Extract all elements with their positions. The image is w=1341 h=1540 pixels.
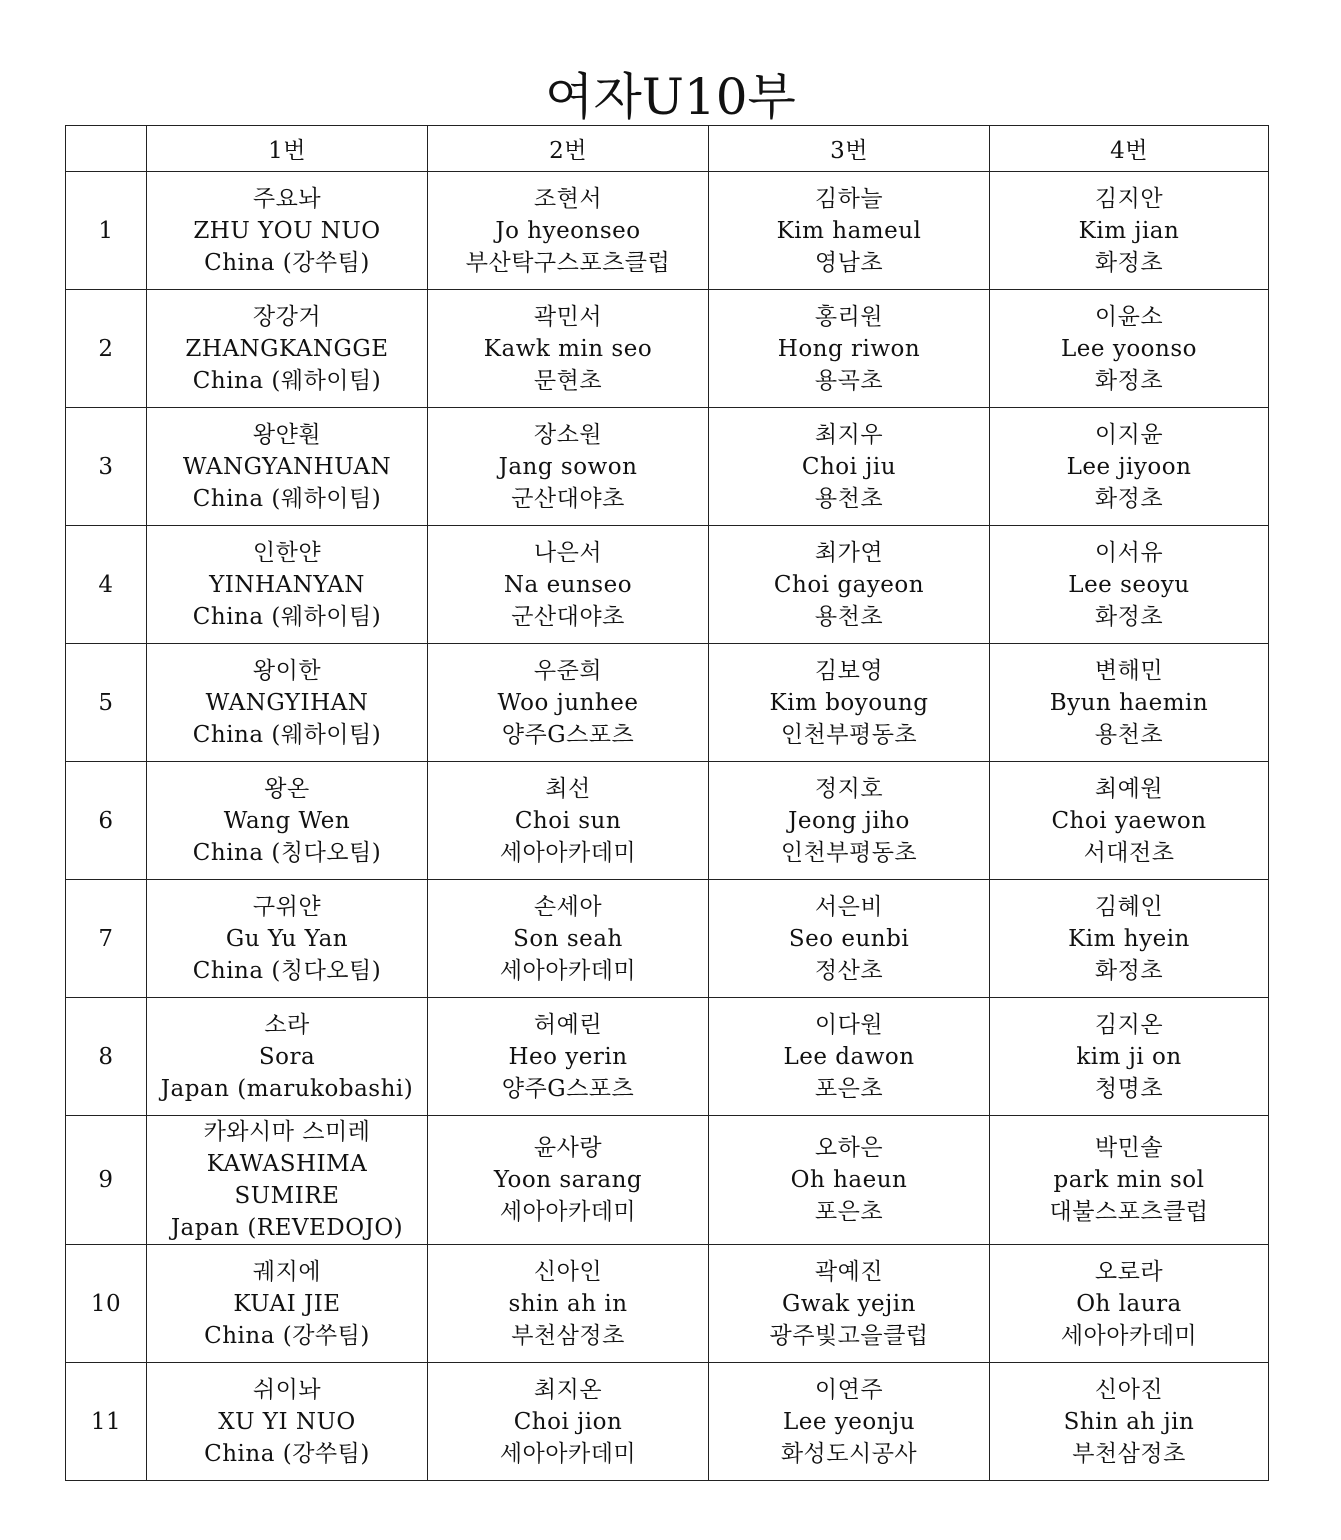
player-name-english: Na eunseo (503, 571, 633, 598)
player-cell (147, 290, 428, 408)
player-cell (147, 1116, 428, 1245)
player-name-english: KAWASHIMA (206, 1151, 368, 1177)
player-team: 용천초 (1094, 721, 1164, 748)
player-name-korean: 나은서 (533, 539, 603, 566)
player-cell (428, 1245, 709, 1363)
player-cell (428, 172, 709, 290)
player-cell (147, 998, 428, 1116)
seed-number: 1 (66, 172, 147, 290)
player-cell (709, 644, 990, 762)
player-team: 화성도시공사 (780, 1440, 918, 1467)
player-team: 화정초 (1094, 249, 1164, 276)
player-cell (709, 880, 990, 998)
seed-number: 3 (66, 408, 147, 526)
seed-number: 5 (66, 644, 147, 762)
player-team: China (강쑤팀) (204, 249, 370, 276)
player-team: 용천초 (814, 485, 884, 512)
player-name-korean: 왕이한 (252, 657, 322, 684)
player-name-korean: 최지우 (814, 421, 884, 448)
player-team: 대불스포츠클럽 (1049, 1199, 1209, 1225)
player-cell (709, 762, 990, 880)
player-name-english: KUAI JIE (233, 1290, 341, 1317)
player-name-korean: 신아인 (533, 1258, 603, 1285)
player-name-english: WANGYANHUAN (182, 453, 392, 480)
player-name-english: ZHANGKANGGE (185, 335, 389, 362)
player-name-korean: 왕온 (264, 775, 310, 802)
player-cell (709, 998, 990, 1116)
player-name-korean: 김지안 (1094, 185, 1164, 212)
player-name-english: park min sol (1053, 1167, 1205, 1193)
player-name-korean: 김지온 (1094, 1011, 1164, 1038)
player-name-english: Jeong jiho (788, 807, 910, 834)
player-name-korean: 신아진 (1094, 1376, 1164, 1403)
player-name-korean: 이다원 (814, 1011, 884, 1038)
player-name-korean: 곽민서 (533, 303, 603, 330)
player-team: 용천초 (814, 603, 884, 630)
player-team: China (웨하이팀) (192, 721, 382, 748)
draw-table (65, 125, 1269, 1481)
player-name-korean: 최가연 (814, 539, 884, 566)
player-cell (147, 644, 428, 762)
player-name-korean: 장강거 (252, 303, 322, 330)
player-team: China (웨하이팀) (192, 367, 382, 394)
player-name-korean: 쉬이놔 (252, 1376, 322, 1403)
seed-number: 8 (66, 998, 147, 1116)
header-slot-1: 1번 (147, 126, 428, 172)
player-name-english: Jang sowon (498, 453, 638, 480)
player-team: 부산탁구스포츠클럽 (465, 249, 671, 276)
player-team: 인천부평동초 (780, 721, 918, 748)
player-cell (990, 644, 1269, 762)
player-name-korean: 오하은 (814, 1135, 884, 1161)
player-name-english: Lee yoonso (1061, 335, 1197, 362)
player-cell (147, 880, 428, 998)
player-cell (990, 290, 1269, 408)
player-name-english: Gu Yu Yan (225, 925, 349, 952)
player-cell (428, 1363, 709, 1481)
player-name-english: Lee jiyoon (1066, 453, 1192, 480)
player-name-korean: 궤지에 (252, 1258, 322, 1285)
player-name-english: Kim boyoung (769, 689, 929, 716)
player-team: 문현초 (533, 367, 603, 394)
player-name-english: Seo eunbi (788, 925, 910, 952)
player-cell (147, 1245, 428, 1363)
player-name-english: Sora (258, 1043, 316, 1070)
player-name-english: WANGYIHAN (205, 689, 369, 716)
player-name-korean: 오로라 (1094, 1258, 1164, 1285)
table-row (66, 526, 1269, 644)
player-team: China (웨하이팀) (192, 485, 382, 512)
player-team: 세아아카데미 (499, 839, 637, 866)
player-name-korean: 주요놔 (252, 185, 322, 212)
player-cell (428, 408, 709, 526)
player-name-english: Yoon sarang (493, 1167, 643, 1193)
player-name-english: Choi yaewon (1051, 807, 1207, 834)
player-name-korean: 서은비 (814, 893, 884, 920)
player-team: 화정초 (1094, 485, 1164, 512)
seed-number: 2 (66, 290, 147, 408)
player-name-korean: 윤사랑 (533, 1135, 603, 1161)
player-team: 정산초 (814, 957, 884, 984)
player-name-korean: 박민솔 (1094, 1135, 1164, 1161)
player-name-english: Byun haemin (1049, 689, 1209, 716)
player-team: 세아아카데미 (1060, 1322, 1198, 1349)
seed-number: 4 (66, 526, 147, 644)
player-name-korean: 이연주 (814, 1376, 884, 1403)
player-cell (428, 998, 709, 1116)
player-team: 양주G스포츠 (501, 721, 635, 748)
player-team: 부천삼정초 (1072, 1440, 1186, 1467)
player-name-korean: 왕얀훤 (252, 421, 322, 448)
player-name-korean: 김하늘 (814, 185, 884, 212)
player-name-english: Wang Wen (223, 807, 351, 834)
player-cell (990, 1363, 1269, 1481)
player-cell (147, 1363, 428, 1481)
player-team: 서대전초 (1083, 839, 1175, 866)
table-row (66, 998, 1269, 1116)
header-slot-2: 2번 (428, 126, 709, 172)
player-name-english: Choi jiu (801, 453, 897, 480)
player-name-korean: 구위얀 (252, 893, 322, 920)
player-cell (147, 526, 428, 644)
player-cell (428, 1116, 709, 1245)
player-name-english: Kim hyein (1068, 925, 1190, 952)
player-name-english: Woo junhee (497, 689, 639, 716)
player-name-korean: 조현서 (533, 185, 603, 212)
player-name-english: kim ji on (1076, 1043, 1182, 1070)
player-cell (709, 1116, 990, 1245)
player-name-english: Lee seoyu (1068, 571, 1190, 598)
player-cell (709, 408, 990, 526)
table-row (66, 1363, 1269, 1481)
player-team: 화정초 (1094, 603, 1164, 630)
table-row (66, 290, 1269, 408)
player-name-english: Heo yerin (508, 1043, 628, 1070)
player-cell (428, 644, 709, 762)
player-team: China (강쑤팀) (204, 1322, 370, 1349)
player-cell (709, 290, 990, 408)
player-cell (990, 526, 1269, 644)
player-name-korean: 장소원 (533, 421, 603, 448)
table-row (66, 1116, 1269, 1245)
player-name-korean: 이윤소 (1094, 303, 1164, 330)
player-name-korean: 최예원 (1094, 775, 1164, 802)
player-team: 광주빛고을클럽 (769, 1322, 929, 1349)
header-slot-3: 3번 (709, 126, 990, 172)
player-name-english: shin ah in (508, 1290, 628, 1317)
player-cell (147, 172, 428, 290)
player-team: 군산대야초 (511, 485, 625, 512)
table-row (66, 408, 1269, 526)
player-cell (990, 1116, 1269, 1245)
table-row (66, 762, 1269, 880)
player-name-korean: 이지윤 (1094, 421, 1164, 448)
player-name-korean: 우준희 (533, 657, 603, 684)
seed-number: 6 (66, 762, 147, 880)
player-cell (990, 880, 1269, 998)
seed-number: 11 (66, 1363, 147, 1481)
page-title: 여자U10부 (545, 67, 796, 126)
player-name-korean: 최지온 (533, 1376, 603, 1403)
player-name-korean: 인한얀 (252, 539, 322, 566)
player-cell (709, 172, 990, 290)
player-cell (709, 1245, 990, 1363)
player-team: 인천부평동초 (780, 839, 918, 866)
player-cell (428, 526, 709, 644)
player-cell (428, 880, 709, 998)
player-name-english: Son seah (513, 925, 623, 952)
player-name-english: Choi sun (514, 807, 622, 834)
player-name-english: Kim jian (1078, 217, 1180, 244)
player-name-english: Oh haeun (790, 1167, 908, 1193)
player-team: 양주G스포츠 (501, 1075, 635, 1102)
player-name-english: Lee yeonju (782, 1408, 916, 1435)
table-row (66, 644, 1269, 762)
player-name-korean: 김보영 (814, 657, 884, 684)
player-team: China (강쑤팀) (204, 1440, 370, 1467)
header-row (66, 126, 1269, 172)
player-name-korean: 정지호 (814, 775, 884, 802)
player-name-english: Jo hyeonseo (495, 217, 641, 244)
player-name-english: Hong riwon (777, 335, 921, 362)
player-team: China (칭다오팀) (192, 957, 382, 984)
player-cell (990, 998, 1269, 1116)
seed-number: 10 (66, 1245, 147, 1363)
player-cell (428, 762, 709, 880)
player-name-korean: 곽예진 (814, 1258, 884, 1285)
player-name-english: YINHANYAN (209, 571, 365, 598)
player-cell (147, 762, 428, 880)
player-cell (990, 408, 1269, 526)
player-team: 포은초 (814, 1199, 884, 1225)
player-name-korean: 허예린 (533, 1011, 603, 1038)
player-team: China (웨하이팀) (192, 603, 382, 630)
table-row (66, 172, 1269, 290)
player-name-english: SUMIRE (234, 1183, 340, 1209)
player-name-english: Kim hameul (776, 217, 922, 244)
player-team: 군산대야초 (511, 603, 625, 630)
player-team: 포은초 (814, 1075, 884, 1102)
player-cell (147, 408, 428, 526)
player-cell (990, 172, 1269, 290)
player-team: Japan (REVEDOJO) (170, 1215, 404, 1241)
player-name-korean: 소라 (264, 1011, 310, 1038)
player-cell (709, 526, 990, 644)
player-team: 부천삼정초 (511, 1322, 625, 1349)
player-name-english: Lee dawon (783, 1043, 915, 1070)
player-cell (709, 1363, 990, 1481)
player-cell (428, 290, 709, 408)
player-team: 화정초 (1094, 367, 1164, 394)
player-team: 세아아카데미 (499, 1199, 637, 1225)
player-name-english: Choi jion (513, 1408, 623, 1435)
player-name-korean: 김혜인 (1094, 893, 1164, 920)
player-name-korean: 이서유 (1094, 539, 1164, 566)
player-name-english: Shin ah jin (1063, 1408, 1195, 1435)
player-team: 화정초 (1094, 957, 1164, 984)
player-name-english: Kawk min seo (483, 335, 653, 362)
table-row (66, 1245, 1269, 1363)
header-slot-4: 4번 (990, 126, 1269, 172)
player-name-english: ZHU YOU NUO (193, 217, 381, 244)
header-corner (66, 126, 147, 172)
player-team: 세아아카데미 (499, 957, 637, 984)
player-team: 영남초 (814, 249, 884, 276)
player-name-korean: 최선 (545, 775, 591, 802)
player-team: 청명초 (1094, 1075, 1164, 1102)
player-name-korean: 홍리원 (814, 303, 884, 330)
player-name-english: Choi gayeon (773, 571, 925, 598)
player-name-english: Gwak yejin (782, 1290, 916, 1317)
player-cell (990, 762, 1269, 880)
table-row (66, 880, 1269, 998)
player-name-english: Oh laura (1076, 1290, 1182, 1317)
player-name-korean: 변해민 (1094, 657, 1164, 684)
player-name-korean: 카와시마 스미레 (203, 1119, 371, 1145)
player-team: Japan (marukobashi) (160, 1075, 414, 1102)
seed-number: 9 (66, 1116, 147, 1245)
seed-number: 7 (66, 880, 147, 998)
player-team: 용곡초 (814, 367, 884, 394)
player-cell (990, 1245, 1269, 1363)
player-team: 세아아카데미 (499, 1440, 637, 1467)
player-name-korean: 손세아 (533, 893, 603, 920)
player-team: China (칭다오팀) (192, 839, 382, 866)
player-name-english: XU YI NUO (218, 1408, 356, 1435)
